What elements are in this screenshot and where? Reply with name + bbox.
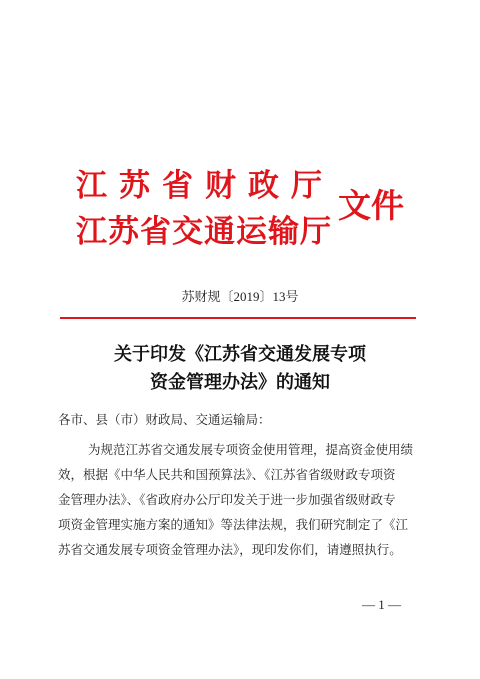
- issuer-finance-dept: 江苏省财政厅: [76, 168, 334, 204]
- body-line: 为规范江苏省交通发展专项资金使用管理，提高资金使用绩: [88, 442, 414, 457]
- page-number: — 1 —: [362, 597, 401, 612]
- body-line: 苏省交通发展专项资金管理办法》，现印发你们，请遵照执行。: [58, 542, 402, 557]
- salutation: 各市、县（市）财政局、交通运输局：: [58, 412, 271, 427]
- document-title-line-2: 资金管理办法》的通知: [150, 372, 330, 393]
- document-number: 苏财规〔2019〕13号: [181, 289, 299, 304]
- red-divider: [60, 317, 416, 319]
- body-line: 项资金管理实施方案的通知》等法律法规，我们研究制定了《江: [58, 517, 409, 532]
- document-word: 文件: [338, 186, 404, 225]
- document-title-line-1: 关于印发《江苏省交通发展专项: [114, 344, 366, 365]
- body-line: 效，根据《中华人民共和国预算法》、《江苏省省级财政专项资: [58, 467, 396, 482]
- issuer-transport-dept: 江苏省交通运输厅: [76, 214, 332, 250]
- body-line: 金管理办法》、《省政府办公厅印发关于进一步加强省级财政专: [58, 492, 396, 507]
